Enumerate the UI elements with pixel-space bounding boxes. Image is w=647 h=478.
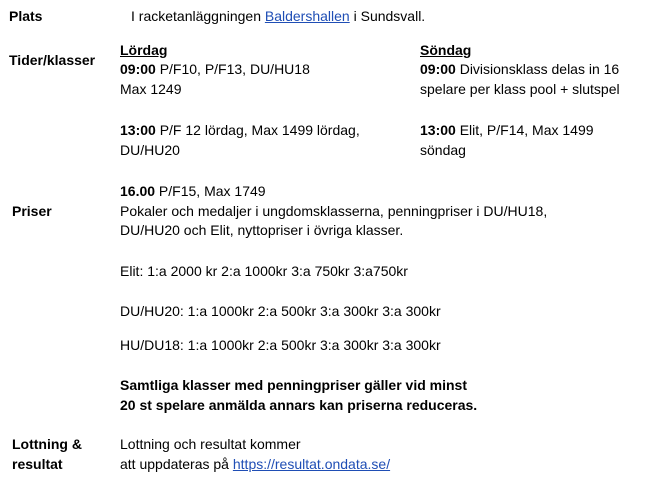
- priser-du-hu20: DU/HU20: 1:a 1000kr 2:a 500kr 3:a 300kr 3:a 300kr: [120, 303, 441, 319]
- lordag-block1-line1: [120, 60, 310, 79]
- plats-value: [131, 7, 425, 26]
- priser-line1: Pokaler och medaljer i ungdomsklasserna, penningpriser i DU/HU18,: [120, 203, 548, 219]
- sondag-block2-line1: [420, 121, 594, 140]
- lottning-line1: Lottning och resultat kommer: [120, 436, 301, 452]
- lordag-block2-line1: [120, 121, 360, 140]
- tider-klasser-label: Tider/klasser: [9, 52, 96, 68]
- priser-elit: Elit: 1:a 2000 kr 2:a 1000kr 3:a 750kr 3:a750kr: [120, 263, 408, 279]
- lottning-line2-text: att uppdateras på: [120, 456, 233, 472]
- sondag-block2-classes: Elit, P/F14, Max 1499: [455, 122, 594, 138]
- plats-text-after: i Sundsvall.: [349, 8, 426, 24]
- sondag-block1-line1: [420, 60, 619, 79]
- plats-text-before: I racketanläggningen: [131, 8, 265, 24]
- plats-label: Plats: [9, 8, 43, 24]
- priser-line2: DU/HU20 och Elit, nyttopriser i övriga klasser.: [120, 222, 404, 238]
- priser-note-line2: 20 st spelare anmälda annars kan priserna reduceras.: [120, 397, 478, 413]
- lordag-block2-classes: P/F 12 lördag, Max 1499 lördag,: [155, 122, 360, 138]
- priser-label: Priser: [12, 203, 52, 219]
- sondag-block1-line2: spelare per klass pool + slutspel: [420, 81, 620, 97]
- resultat-ondata-link[interactable]: https://resultat.ondata.se/: [232, 456, 391, 472]
- sondag-block2-time: 13:00: [420, 122, 456, 138]
- sondag-block2-line2: söndag: [420, 142, 466, 158]
- lordag-block2-line2: DU/HU20: [120, 142, 180, 158]
- baldershallen-link[interactable]: Baldershallen: [264, 8, 350, 24]
- lordag-block1-classes: P/F10, P/F13, DU/HU18: [155, 61, 310, 77]
- lordag-block1-time: 09:00: [120, 61, 156, 77]
- sondag-heading: Söndag: [420, 42, 472, 58]
- lottning-label-line1: Lottning &: [12, 436, 82, 452]
- lordag-heading: Lördag: [120, 42, 168, 58]
- lordag-block3-line1: [120, 182, 266, 201]
- lottning-line2: [120, 455, 390, 474]
- lordag-block3-classes: P/F15, Max 1749: [155, 183, 266, 199]
- sondag-block1-time: 09:00: [420, 61, 456, 77]
- lordag-block3-time: 16.00: [120, 183, 156, 199]
- sondag-block1-classes: Divisionsklass delas in 16: [455, 61, 620, 77]
- lordag-block2-time: 13:00: [120, 122, 156, 138]
- lottning-label-line2: resultat: [12, 456, 63, 472]
- lordag-block1-line2: Max 1249: [120, 81, 182, 97]
- priser-hu-du18: HU/DU18: 1:a 1000kr 2:a 500kr 3:a 300kr 3:a 300kr: [120, 337, 441, 353]
- priser-note-line1: Samtliga klasser med penningpriser gäller vid minst: [120, 377, 468, 393]
